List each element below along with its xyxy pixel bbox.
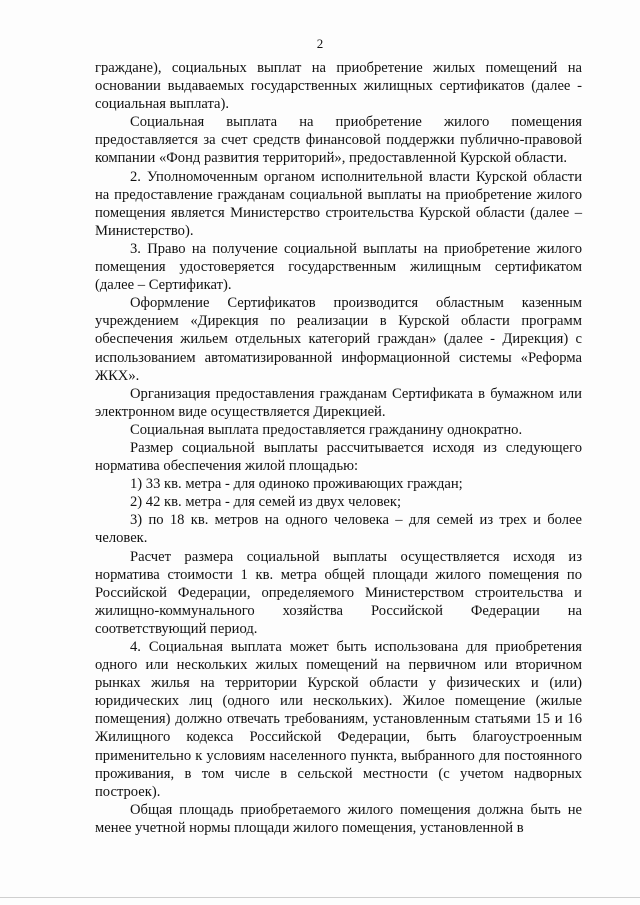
list-item: 2) 42 кв. метра - для семей из двух человек; [130,494,402,511]
paragraph: Социальная выплата на приобретение жилого помещения предоставляется за счет средств финансовой поддержки публично-правовой компании «Фонд развития территорий», предоставленной Курской области. [95,114,582,167]
paragraph: 3. Право на получение социальной выплаты на приобретение жилого помещения удостоверяется государственным жилищным сертификатом (далее – Сертификат). [95,240,582,294]
paragraph: Организация предоставления гражданам Сертификата в бумажном или электронном виде осуществляется Дирекцией. [95,385,582,420]
paragraph: Социальная выплата предоставляется гражданину однократно. [130,421,523,438]
paragraph: Расчет размера социальной выплаты осуществляется исходя из норматива стоимости 1 кв. метра общей площади жилого помещения по Российской Федерации, определяемого Министерством строительства и жилищно-коммунального хозяйства Российской Федерации на соответствующий период. [95,548,582,637]
paragraph: Оформление Сертификатов производится областным казенным учреждением «Дирекция по реализации в Курской области программ обеспечения жильем отдельных категорий граждан» (далее - Дирекция) с использованием автоматизированной информационной системы «Реформа ЖКХ». [95,295,582,384]
paragraph: граждане), социальных выплат на приобретение жилых помещений на основании выдаваемых государственных жилищных сертификатов (далее - социальная выплата). [95,60,582,113]
page-number: 2 [316,36,324,51]
paragraph: Размер социальной выплаты рассчитывается исходя из следующего норматива обеспечения жилой площадью: [95,439,582,475]
document-body [95,59,582,837]
paragraph: 2. Уполномоченным органом исполнительной власти Курской области на предоставление гражданам социальной выплаты на приобретение жилого помещения является Министерство строительства Курской области (далее – Министерство). [95,168,582,239]
scan-edge-line [0,897,640,898]
list-item: 3) по 18 кв. метров на одного человека – для семей из трех и более человек. [95,512,582,547]
list-item: 1) 33 кв. метра - для одиноко проживающих граждан; [130,476,463,493]
paragraph: Общая площадь приобретаемого жилого помещения должна быть не менее учетной нормы площади жилого помещения, установленной в [95,801,582,836]
paragraph: 4. Социальная выплата может быть использована для приобретения одного или нескольких жилых помещений на первичном или вторичном рынках жилья на территории Курской области у физических и (или) юридических лиц (одного или нескольких). Жилое помещение (жилые помещения) должно отвечать требованиям, установленным статьями 15 и 16 Жилищного кодекса Российской Федерации, быть благоустроенным применительно к условиям населенного пункта, выбранного для постоянного проживания, в том числе в сельской местности (с учетом надворных построек). [95,639,582,800]
